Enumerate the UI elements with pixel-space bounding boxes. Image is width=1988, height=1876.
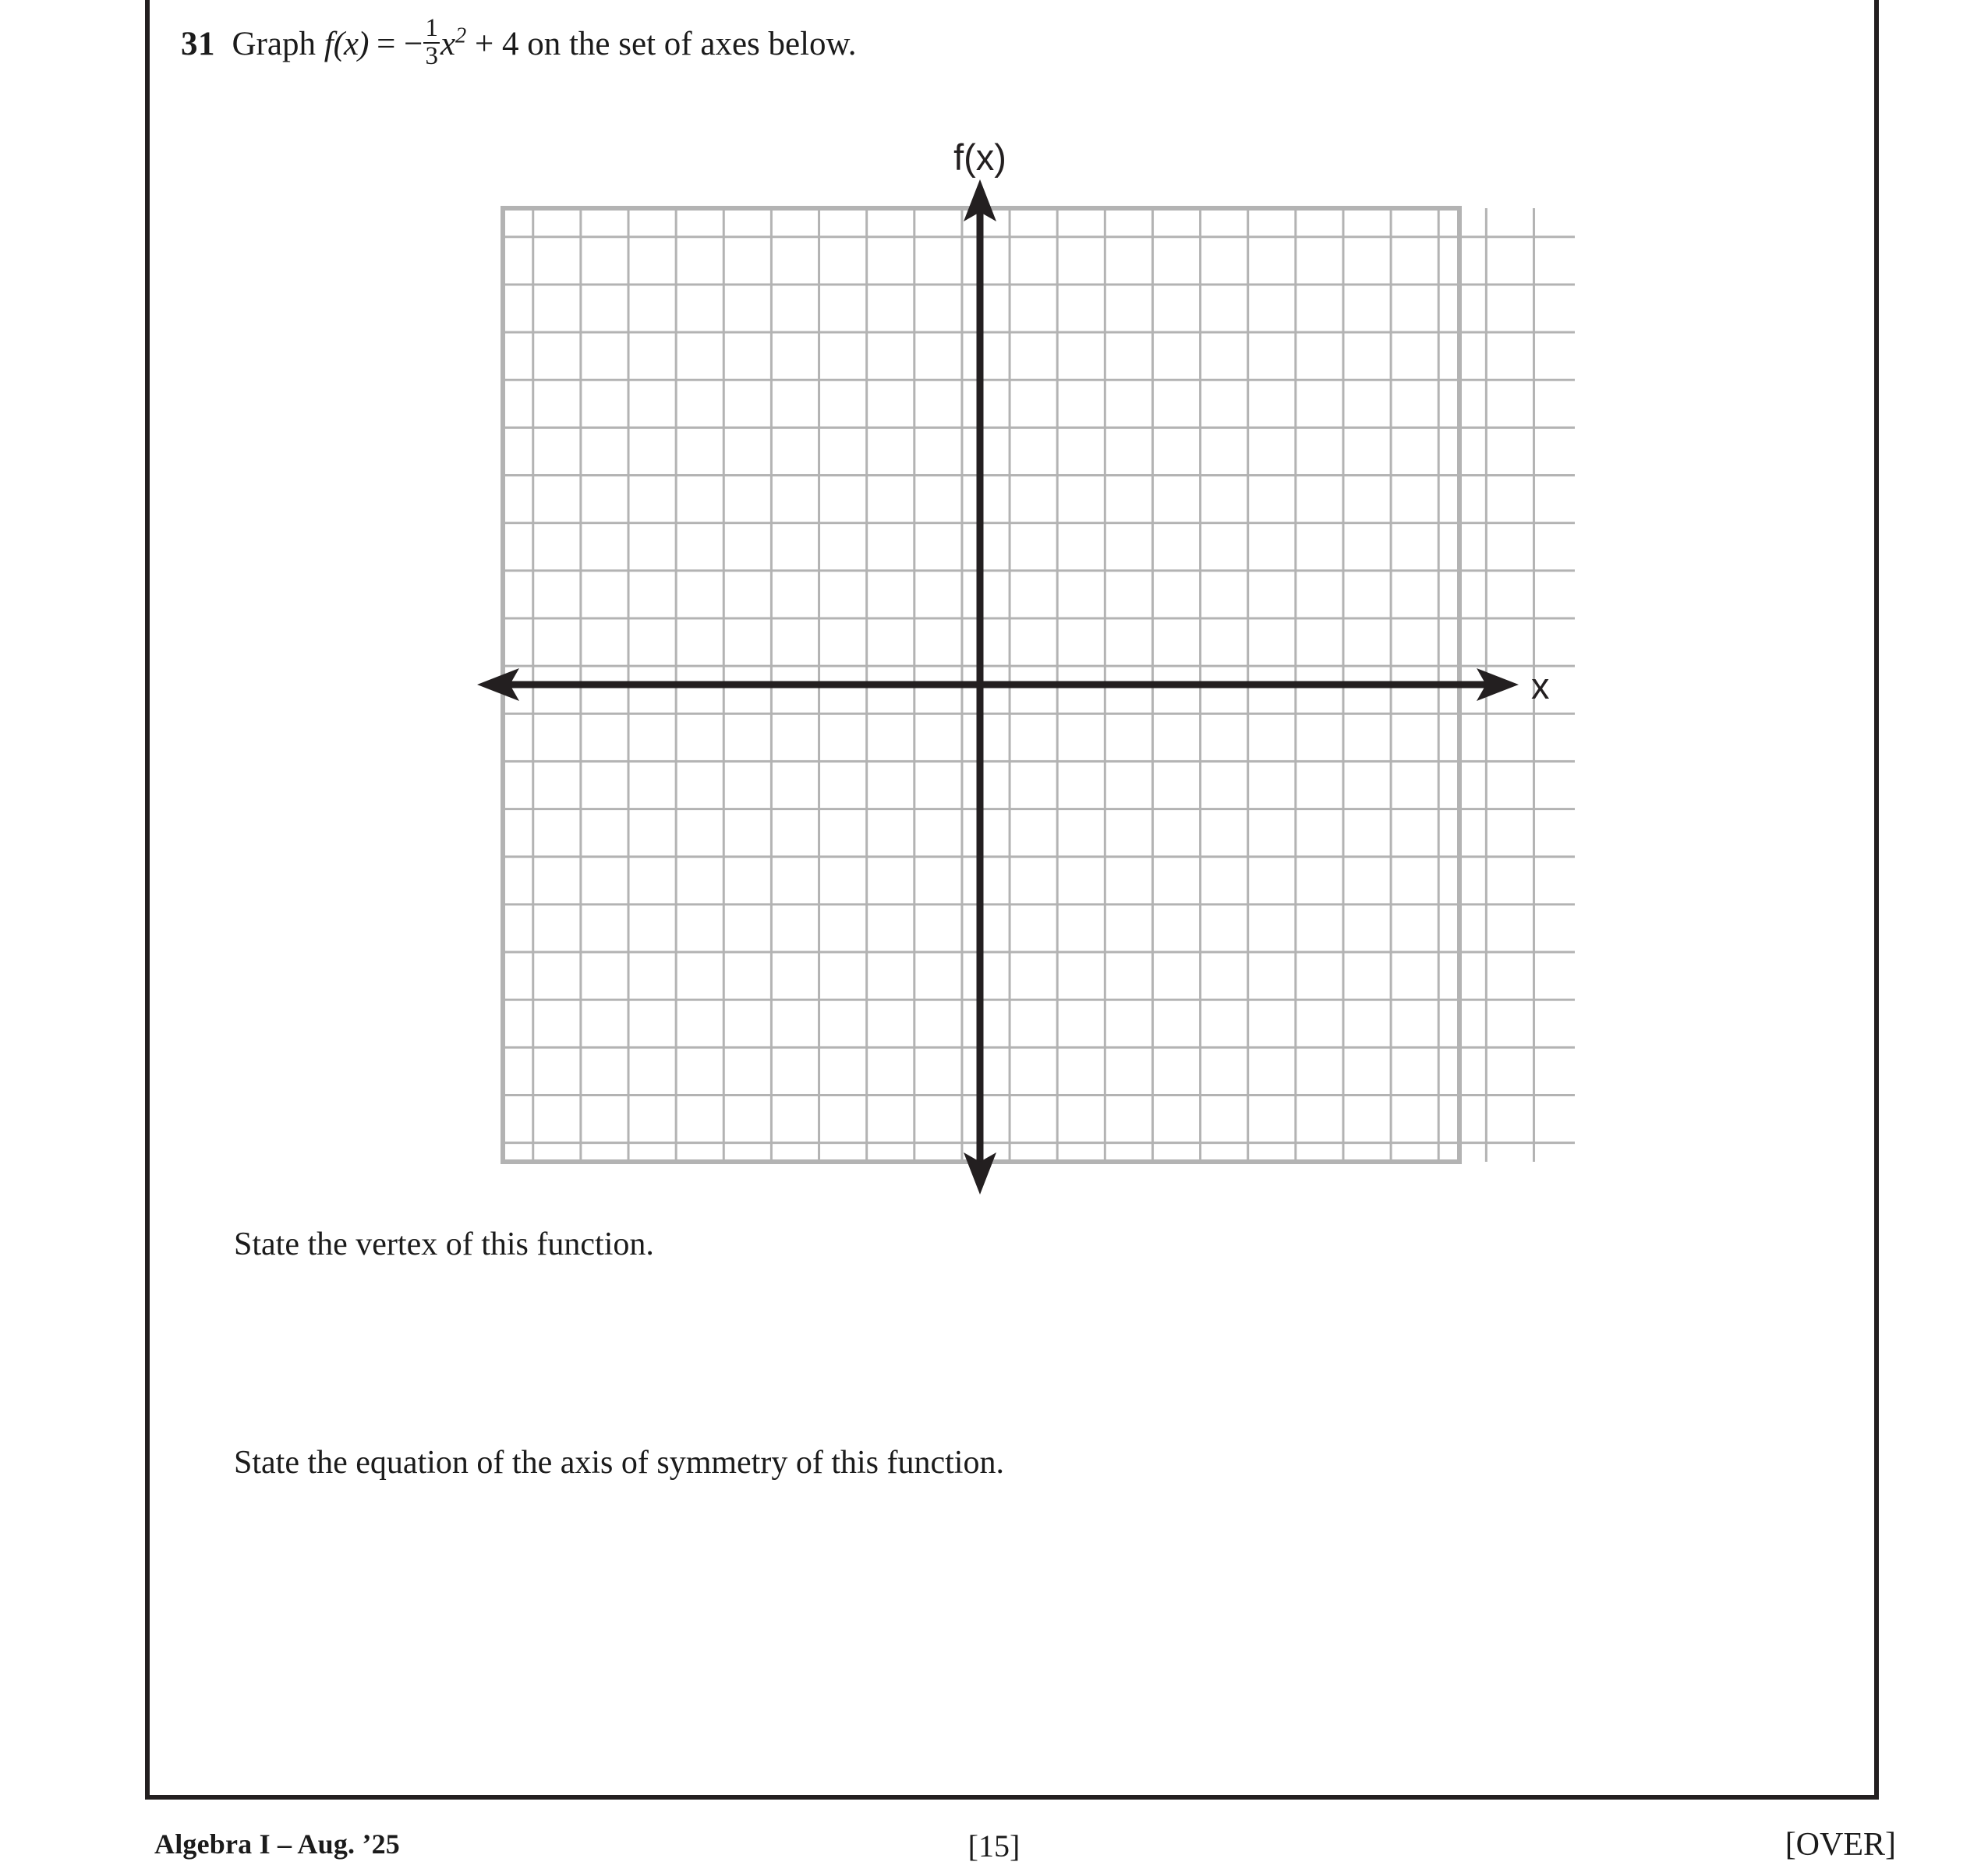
minus-sign: − — [404, 25, 423, 62]
coordinate-grid-graph[interactable] — [437, 140, 1575, 1232]
prompt-state-vertex: State the vertex of this function. — [234, 1226, 654, 1262]
footer-over-label: [OVER] — [1785, 1827, 1896, 1863]
footer-page-number: [15] — [967, 1828, 1021, 1864]
math-variable-x: x — [440, 25, 456, 62]
question-number: 31 — [181, 25, 215, 62]
space-1 — [316, 26, 324, 62]
space-2 — [368, 26, 377, 62]
space-5 — [518, 26, 527, 62]
x-axis-label: x — [1531, 665, 1550, 706]
question-statement — [181, 14, 1662, 71]
fraction-denominator: 3 — [425, 41, 438, 70]
function-name: f — [324, 25, 334, 62]
page-footer — [0, 1828, 1988, 1874]
footer-exam-label: Algebra I – Aug. ’25 — [154, 1828, 401, 1860]
function-argument: (x) — [333, 25, 369, 62]
fraction-numerator: 1 — [425, 14, 438, 42]
fraction-one-third — [423, 16, 440, 69]
space-4 — [466, 26, 475, 62]
prompt-state-axis-of-symmetry: State the equation of the axis of symmetry of this function. — [234, 1445, 1004, 1481]
space-3 — [395, 26, 404, 62]
question-tail: on the set of axes below. — [527, 25, 857, 62]
question-lead-text: Graph — [232, 25, 316, 62]
y-axis-label: f(x) — [953, 140, 1006, 178]
plus-constant: + 4 — [474, 25, 519, 62]
question-lead — [215, 26, 232, 62]
equals-sign: = — [377, 25, 396, 62]
math-exponent: 2 — [455, 23, 467, 48]
